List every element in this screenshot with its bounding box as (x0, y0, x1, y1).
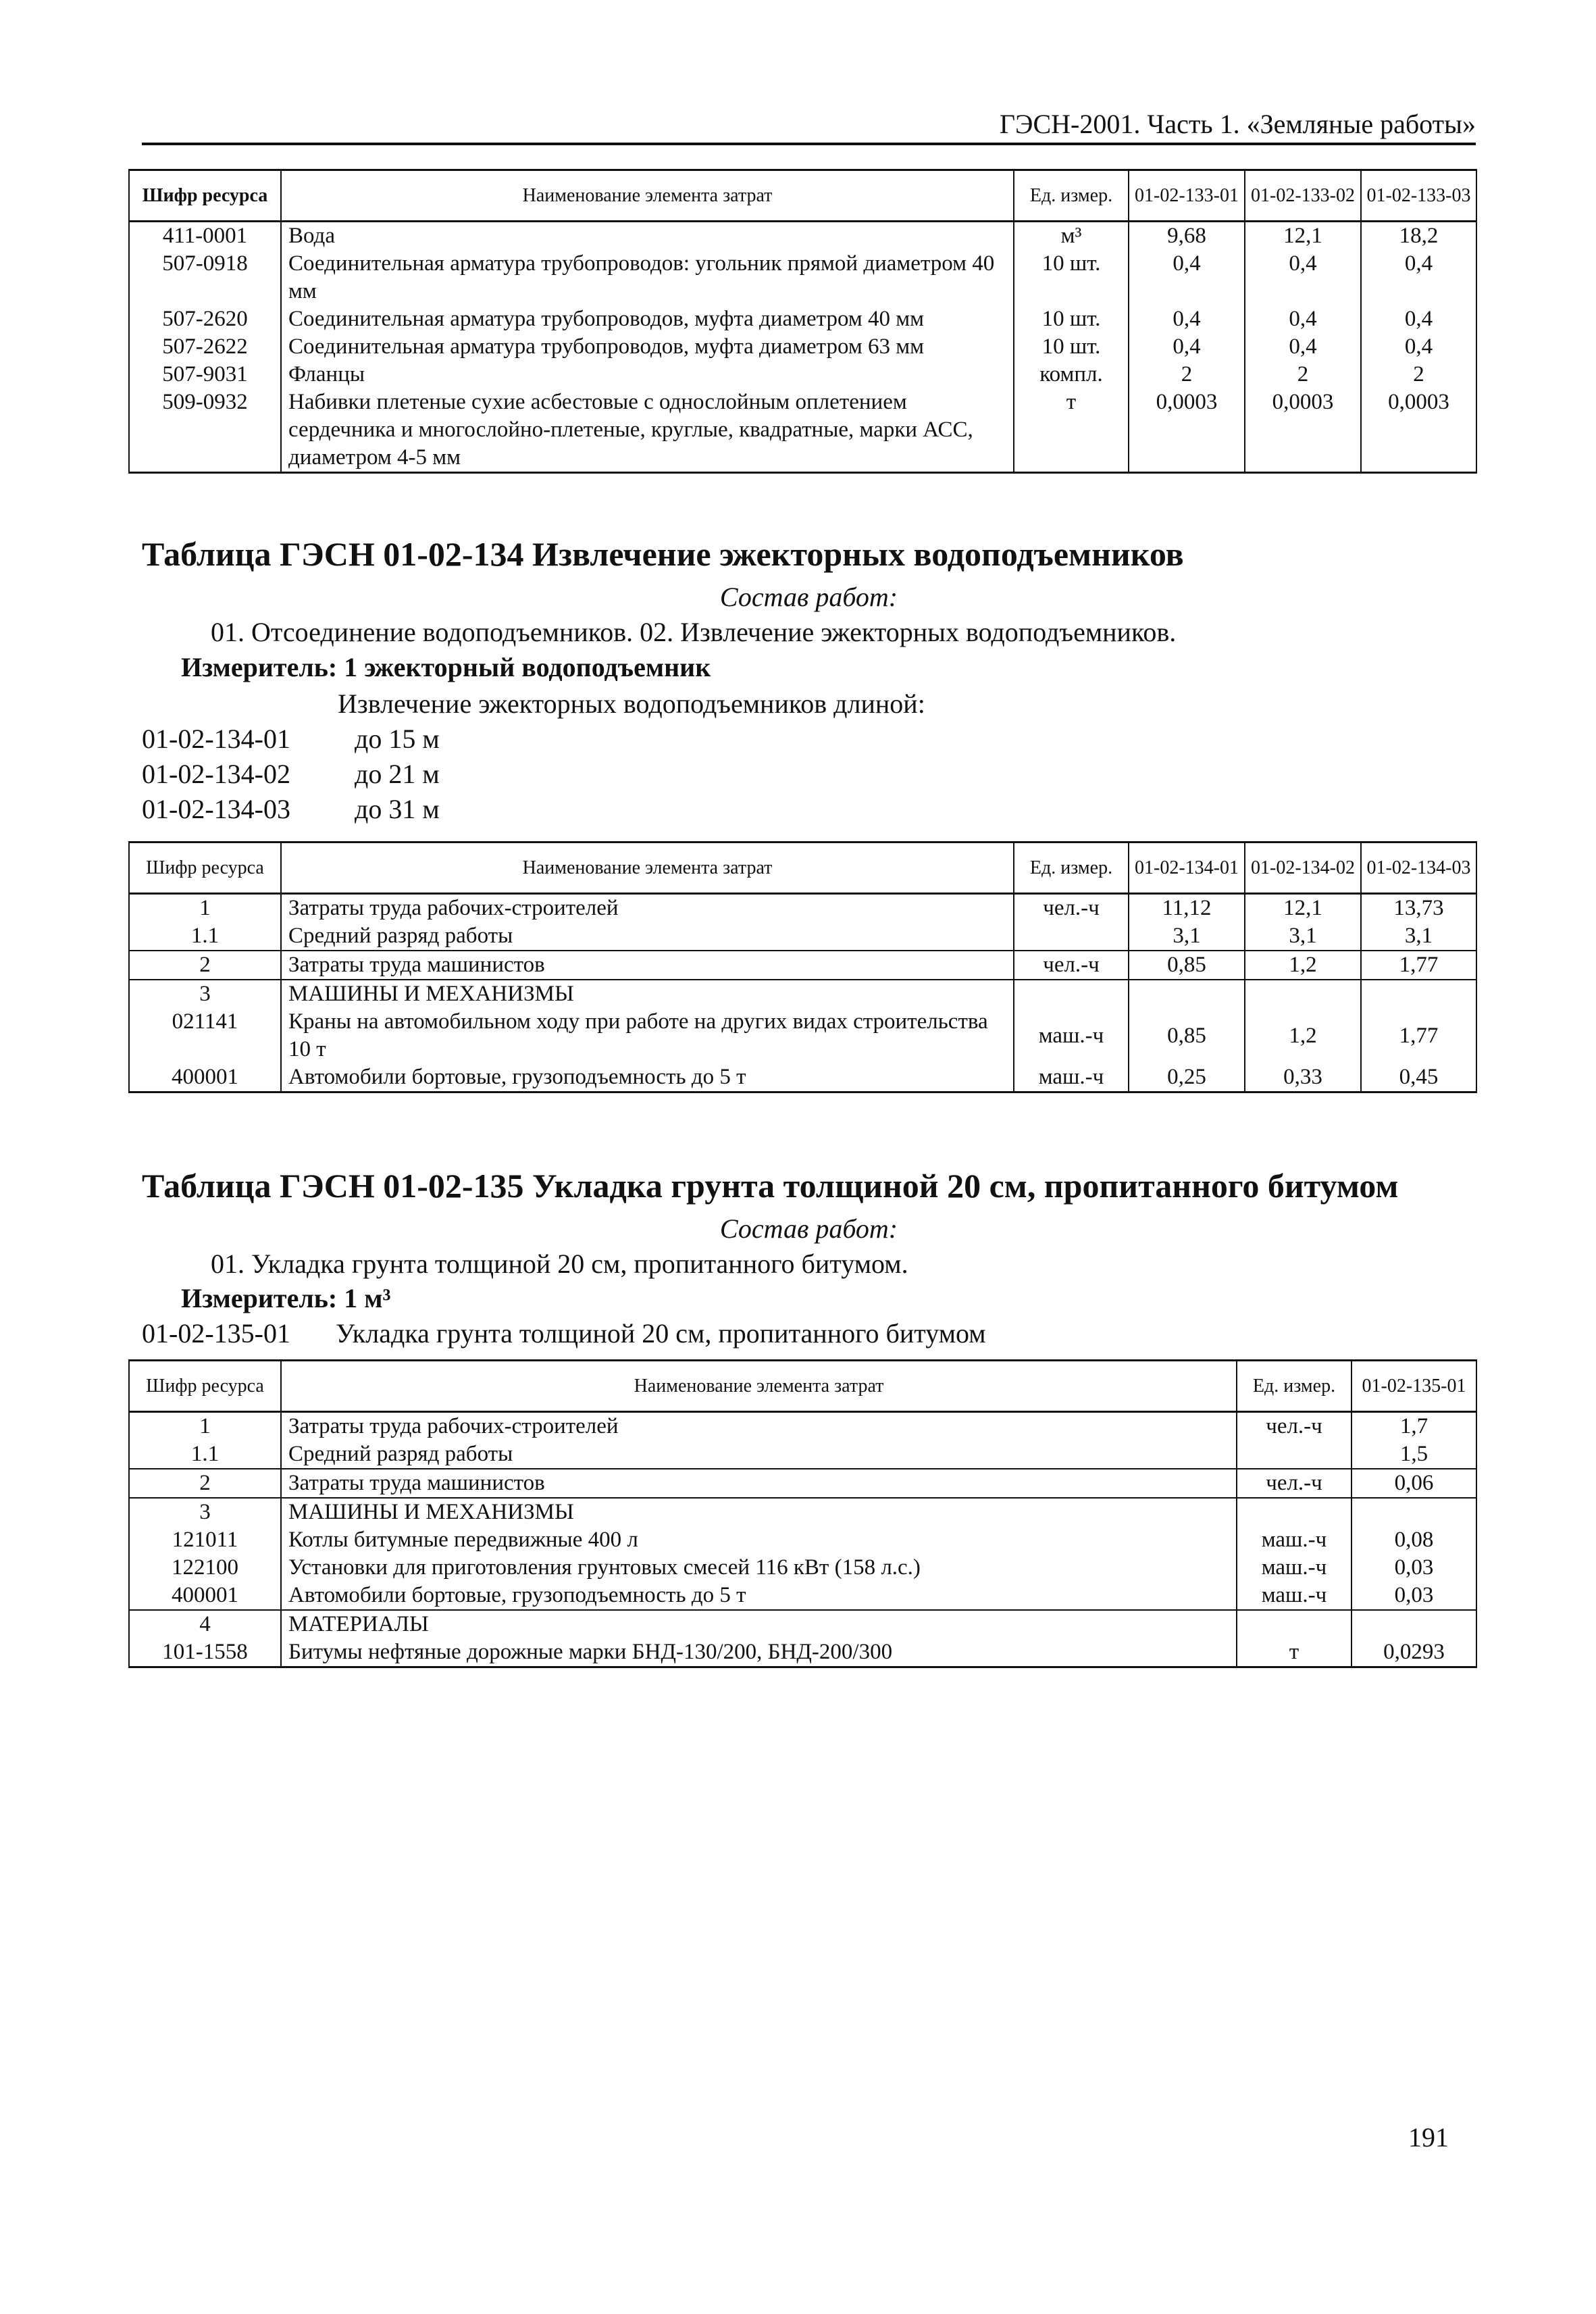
cell-unit (1014, 922, 1129, 951)
cell-value (1245, 980, 1361, 1008)
header-rule (142, 143, 1476, 145)
cell-value: 0,0003 (1129, 388, 1245, 473)
table-header-row (129, 1361, 1476, 1412)
cell-code: 1 (129, 894, 281, 923)
cell-value: 0,25 (1129, 1063, 1245, 1092)
section-135-composition-text: 01. Укладка грунта толщиной 20 см, пропитанного битумом. (211, 1249, 908, 1279)
cell-unit: т (1014, 388, 1129, 473)
cell-value: 0,06 (1352, 1469, 1476, 1498)
table-row (129, 388, 1476, 473)
cell-name: Соединительная арматура трубопроводов, муфта диаметром 63 мм (281, 333, 1014, 361)
cell-unit (1014, 980, 1129, 1008)
table-row (129, 980, 1476, 1008)
table-row (129, 1063, 1476, 1092)
cell-name: Соединительная арматура трубопроводов: угольник прямой диаметром 40 мм (281, 250, 1014, 305)
cell-value: 0,4 (1245, 305, 1361, 333)
table-135 (128, 1359, 1477, 1668)
cell-name: Битумы нефтяные дорожные марки БНД-130/200, БНД-200/300 (281, 1638, 1237, 1667)
cell-code: 507-9031 (129, 361, 281, 388)
cell-code: 121011 (129, 1526, 281, 1554)
header-col2: 01-02-134-02 (1245, 842, 1361, 894)
table-row (129, 1498, 1476, 1526)
cell-code: 3 (129, 980, 281, 1008)
cell-value: 0,0003 (1361, 388, 1476, 473)
cell-code: 507-2622 (129, 333, 281, 361)
cell-code: 400001 (129, 1582, 281, 1610)
cell-value: 12,1 (1245, 894, 1361, 923)
cell-unit: 10 шт. (1014, 305, 1129, 333)
cell-name: МАШИНЫ И МЕХАНИЗМЫ (281, 1498, 1237, 1526)
cell-value: 18,2 (1361, 222, 1476, 251)
table-row (129, 1440, 1476, 1469)
cell-name: Соединительная арматура трубопроводов, муфта диаметром 40 мм (281, 305, 1014, 333)
cell-value: 0,08 (1352, 1526, 1476, 1554)
cell-value: 1,77 (1361, 951, 1476, 980)
table-row (129, 1469, 1476, 1498)
cell-value (1361, 980, 1476, 1008)
cell-value: 13,73 (1361, 894, 1476, 923)
cell-code: 400001 (129, 1063, 281, 1092)
cell-code: 1.1 (129, 1440, 281, 1469)
table-133 (128, 169, 1477, 474)
cell-value: 3,1 (1129, 922, 1245, 951)
cell-unit: маш.-ч (1237, 1526, 1352, 1554)
cell-value: 12,1 (1245, 222, 1361, 251)
section-135-item-code: 01-02-135-01 (142, 1318, 290, 1349)
table-header-row (129, 170, 1476, 222)
cell-unit: чел.-ч (1014, 894, 1129, 923)
header-name: Наименование элемента затрат (281, 842, 1014, 894)
cell-value (1352, 1498, 1476, 1526)
cell-name: Затраты труда рабочих-строителей (281, 894, 1014, 923)
cell-code: 021141 (129, 1008, 281, 1063)
cell-value: 9,68 (1129, 222, 1245, 251)
cell-code: 507-0918 (129, 250, 281, 305)
cell-value: 0,4 (1245, 250, 1361, 305)
header-code: Шифр ресурса (129, 1361, 281, 1412)
running-header: ГЭСН-2001. Часть 1. «Земляные работы» (999, 109, 1476, 139)
cell-value: 1,77 (1361, 1008, 1476, 1063)
section-134-meter: Измеритель: 1 эжекторный водоподъемник (181, 652, 711, 682)
cell-unit: маш.-ч (1014, 1063, 1129, 1092)
cell-name: Вода (281, 222, 1014, 251)
cell-value: 1,7 (1352, 1412, 1476, 1441)
header-col1: 01-02-134-01 (1129, 842, 1245, 894)
table-row (129, 1638, 1476, 1667)
section-135-composition-label: Состав работ: (719, 1213, 898, 1244)
cell-name: Автомобили бортовые, грузоподъемность до 5 т (281, 1063, 1014, 1092)
cell-unit: 10 шт. (1014, 250, 1129, 305)
cell-name: Котлы битумные передвижные 400 л (281, 1526, 1237, 1554)
cell-unit: чел.-ч (1237, 1469, 1352, 1498)
table-row (129, 305, 1476, 333)
cell-code: 1 (129, 1412, 281, 1441)
table-row (129, 1412, 1476, 1441)
cell-value: 0,4 (1245, 333, 1361, 361)
section-134-composition-label: Состав работ: (719, 582, 898, 612)
section-134-intro: Извлечение эжекторных водоподъемников длиной: (338, 688, 925, 719)
header-unit: Ед. измер. (1014, 170, 1129, 222)
cell-unit: маш.-ч (1237, 1554, 1352, 1582)
cell-value: 0,4 (1361, 305, 1476, 333)
section-134-item-code: 01-02-134-01 (142, 724, 290, 754)
section-134-composition-text: 01. Отсоединение водоподъемников. 02. Извлечение эжекторных водоподъемников. (211, 617, 1177, 647)
page-number: 191 (1408, 2122, 1449, 2153)
section-135-title: Таблица ГЭСН 01-02-135 Укладка грунта толщиной 20 см, пропитанного битумом (142, 1167, 1399, 1205)
header-code: Шифр ресурса (129, 170, 281, 222)
cell-name: Установки для приготовления грунтовых смесей 116 кВт (158 л.с.) (281, 1554, 1237, 1582)
cell-name: Средний разряд работы (281, 1440, 1237, 1469)
cell-value (1129, 980, 1245, 1008)
cell-code: 3 (129, 1498, 281, 1526)
cell-value: 0,4 (1129, 250, 1245, 305)
cell-unit (1237, 1610, 1352, 1638)
header-col1: 01-02-135-01 (1352, 1361, 1476, 1412)
cell-value: 0,4 (1361, 333, 1476, 361)
header-unit: Ед. измер. (1237, 1361, 1352, 1412)
cell-value: 0,45 (1361, 1063, 1476, 1092)
section-134-item-code: 01-02-134-03 (142, 794, 290, 824)
cell-name: МАТЕРИАЛЫ (281, 1610, 1237, 1638)
header-unit: Ед. измер. (1014, 842, 1129, 894)
header-col3: 01-02-133-03 (1361, 170, 1476, 222)
cell-unit: м³ (1014, 222, 1129, 251)
cell-code: 411-0001 (129, 222, 281, 251)
cell-value: 1,5 (1352, 1440, 1476, 1469)
cell-unit: чел.-ч (1237, 1412, 1352, 1441)
header-name: Наименование элемента затрат (281, 1361, 1237, 1412)
cell-value: 3,1 (1361, 922, 1476, 951)
cell-value: 11,12 (1129, 894, 1245, 923)
cell-value: 0,03 (1352, 1582, 1476, 1610)
table-header-row (129, 842, 1476, 894)
cell-code: 4 (129, 1610, 281, 1638)
cell-code: 2 (129, 951, 281, 980)
table-row (129, 361, 1476, 388)
cell-name: Затраты труда рабочих-строителей (281, 1412, 1237, 1441)
cell-value: 2 (1245, 361, 1361, 388)
table-row (129, 951, 1476, 980)
cell-value: 0,85 (1129, 951, 1245, 980)
cell-name: МАШИНЫ И МЕХАНИЗМЫ (281, 980, 1014, 1008)
header-name: Наименование элемента затрат (281, 170, 1014, 222)
cell-code: 2 (129, 1469, 281, 1498)
table-row (129, 894, 1476, 923)
cell-value: 0,85 (1129, 1008, 1245, 1063)
cell-value: 1,2 (1245, 1008, 1361, 1063)
cell-code: 509-0932 (129, 388, 281, 473)
cell-name: Затраты труда машинистов (281, 951, 1014, 980)
cell-value: 0,4 (1129, 305, 1245, 333)
cell-code: 101-1558 (129, 1638, 281, 1667)
header-col2: 01-02-133-02 (1245, 170, 1361, 222)
section-134-item-text: до 15 м (355, 724, 440, 754)
table-row (129, 1554, 1476, 1582)
cell-value: 0,03 (1352, 1554, 1476, 1582)
cell-unit: 10 шт. (1014, 333, 1129, 361)
cell-unit (1237, 1440, 1352, 1469)
cell-value: 2 (1129, 361, 1245, 388)
cell-name: Фланцы (281, 361, 1014, 388)
cell-unit (1237, 1498, 1352, 1526)
cell-value: 3,1 (1245, 922, 1361, 951)
table-row (129, 1008, 1476, 1063)
cell-code: 1.1 (129, 922, 281, 951)
cell-value: 0,0003 (1245, 388, 1361, 473)
cell-value: 0,0293 (1352, 1638, 1476, 1667)
table-134 (128, 841, 1477, 1093)
cell-value: 0,4 (1129, 333, 1245, 361)
cell-unit: маш.-ч (1014, 1008, 1129, 1063)
table-row (129, 222, 1476, 251)
section-135-meter: Измеритель: 1 м³ (181, 1283, 391, 1313)
cell-name: Затраты труда машинистов (281, 1469, 1237, 1498)
table-row (129, 1526, 1476, 1554)
header-code: Шифр ресурса (129, 842, 281, 894)
cell-value: 0,4 (1361, 250, 1476, 305)
cell-value: 0,33 (1245, 1063, 1361, 1092)
cell-unit: маш.-ч (1237, 1582, 1352, 1610)
cell-unit: чел.-ч (1014, 951, 1129, 980)
table-row (129, 250, 1476, 305)
header-col1: 01-02-133-01 (1129, 170, 1245, 222)
section-135-item-text: Укладка грунта толщиной 20 см, пропитанного битумом (336, 1318, 986, 1349)
table-row (129, 1610, 1476, 1638)
header-col3: 01-02-134-03 (1361, 842, 1476, 894)
table-row (129, 922, 1476, 951)
section-134-title: Таблица ГЭСН 01-02-134 Извлечение эжекторных водоподъемников (142, 535, 1184, 573)
cell-code: 507-2620 (129, 305, 281, 333)
table-row (129, 1582, 1476, 1610)
section-134-item-code: 01-02-134-02 (142, 759, 290, 789)
cell-name: Средний разряд работы (281, 922, 1014, 951)
cell-value (1352, 1610, 1476, 1638)
section-134-item-text: до 31 м (355, 794, 440, 824)
cell-value: 1,2 (1245, 951, 1361, 980)
table-row (129, 333, 1476, 361)
cell-name: Краны на автомобильном ходу при работе на других видах строительства 10 т (281, 1008, 1014, 1063)
cell-code: 122100 (129, 1554, 281, 1582)
cell-unit: т (1237, 1638, 1352, 1667)
cell-name: Автомобили бортовые, грузоподъемность до 5 т (281, 1582, 1237, 1610)
section-134-item-text: до 21 м (355, 759, 440, 789)
cell-value: 2 (1361, 361, 1476, 388)
cell-unit: компл. (1014, 361, 1129, 388)
cell-name: Набивки плетеные сухие асбестовые с однослойным оплетением сердечника и многослойно-плетеные, круглые, квадратные, марки АСС, диаметром 4-5 мм (281, 388, 1014, 473)
